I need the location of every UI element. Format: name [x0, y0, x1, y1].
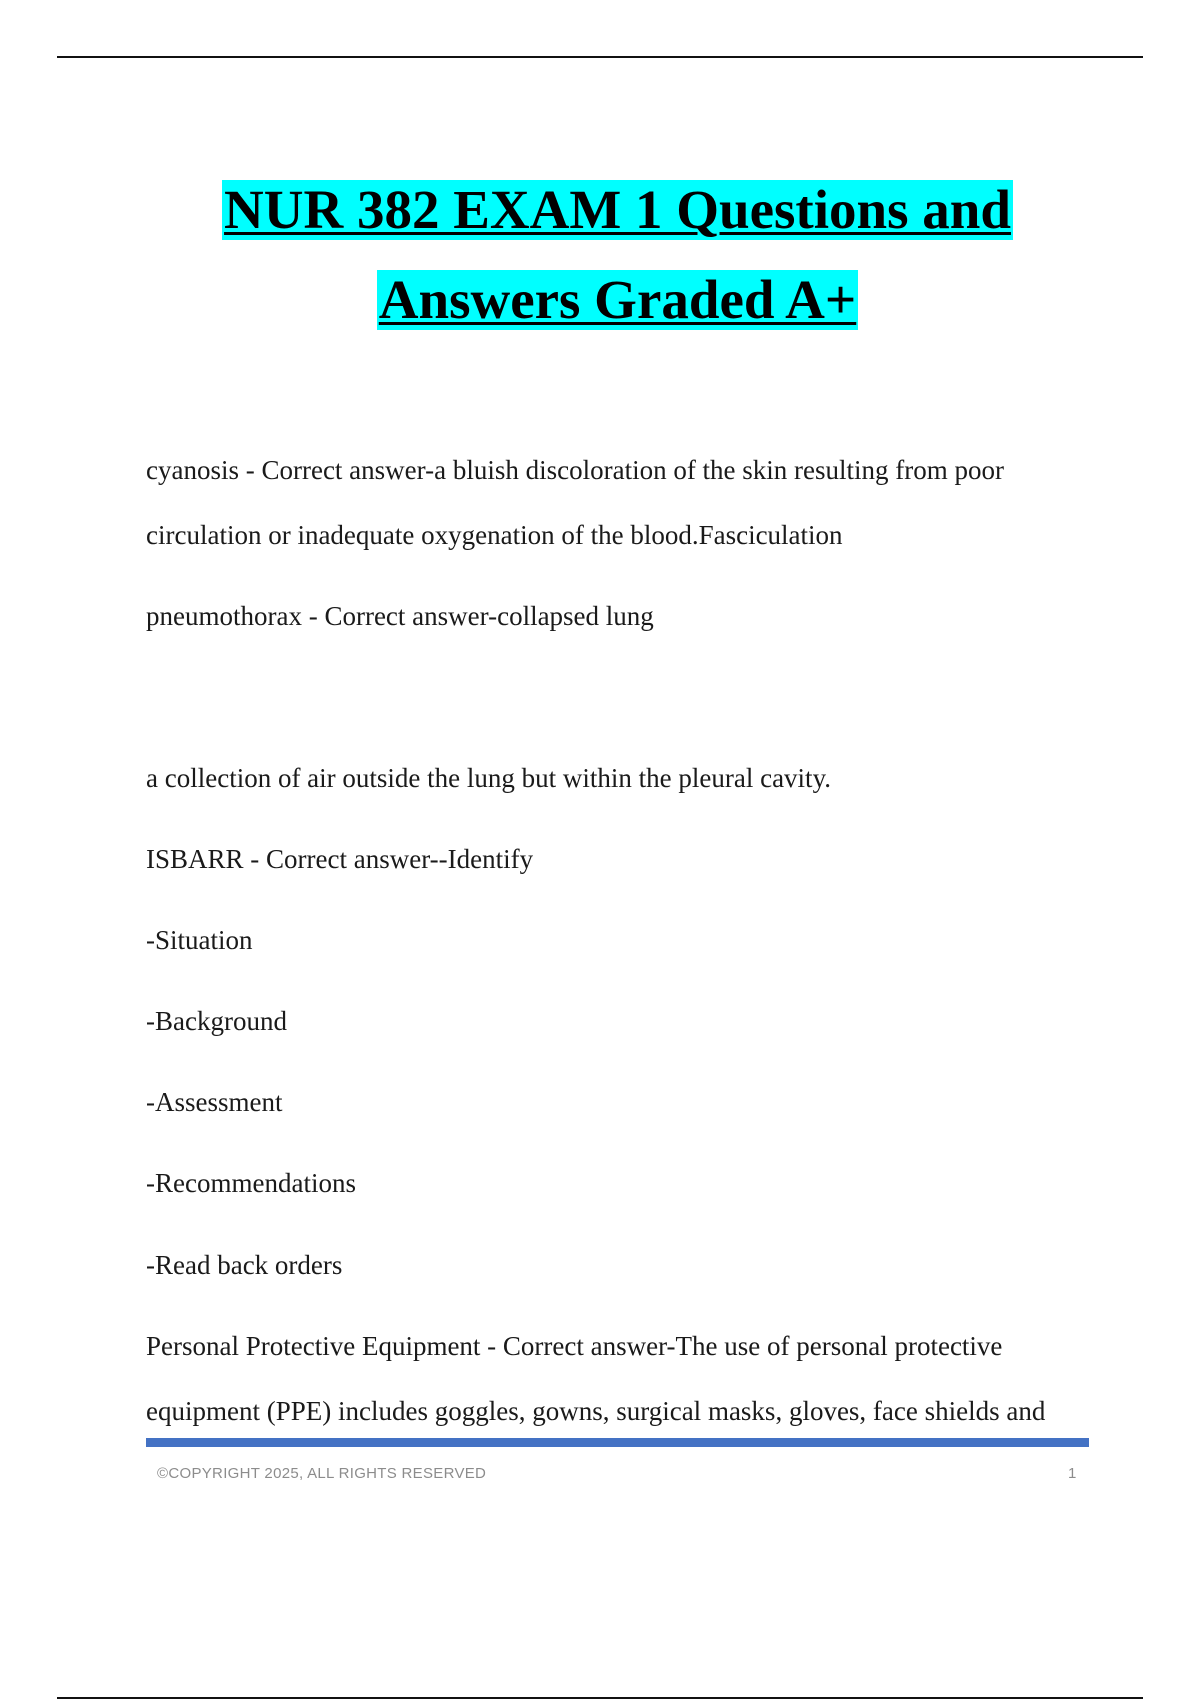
title-line-2: Answers Graded A+: [378, 269, 857, 330]
paragraph-line: -Read back orders: [146, 1250, 343, 1280]
footer-bar: [146, 1438, 1089, 1447]
header-rule: [57, 56, 1143, 58]
paragraph-line: ISBARR - Correct answer--Identify: [146, 844, 534, 874]
paragraph-line: -Situation: [146, 925, 253, 955]
paragraph-line: a collection of air outside the lung but within the pleural cavity.: [146, 763, 832, 793]
page-bottom-rule: [57, 1697, 1143, 1699]
paragraph-line: Personal Protective Equipment - Correct answer-The use of personal protective: [146, 1331, 1003, 1361]
page-number: 1: [1068, 1465, 1077, 1482]
title-line-1: NUR 382 EXAM 1 Questions and: [224, 179, 1011, 240]
paragraph-line: pneumothorax - Correct answer-collapsed lung: [146, 601, 654, 631]
footer-copyright: ©COPYRIGHT 2025, ALL RIGHTS RESERVED: [157, 1465, 487, 1482]
paragraph-line: -Recommendations: [146, 1168, 356, 1198]
paragraph-line: equipment (PPE) includes goggles, gowns, surgical masks, gloves, face shields and: [146, 1396, 1046, 1426]
paragraph-line: -Assessment: [146, 1087, 283, 1117]
document-title: [0, 180, 1200, 330]
paragraph-line: cyanosis - Correct answer-a bluish discoloration of the skin resulting from poor: [146, 455, 1005, 485]
paragraph-line: -Background: [146, 1006, 287, 1036]
paragraph-line: circulation or inadequate oxygenation of the blood.Fasciculation: [146, 520, 843, 550]
